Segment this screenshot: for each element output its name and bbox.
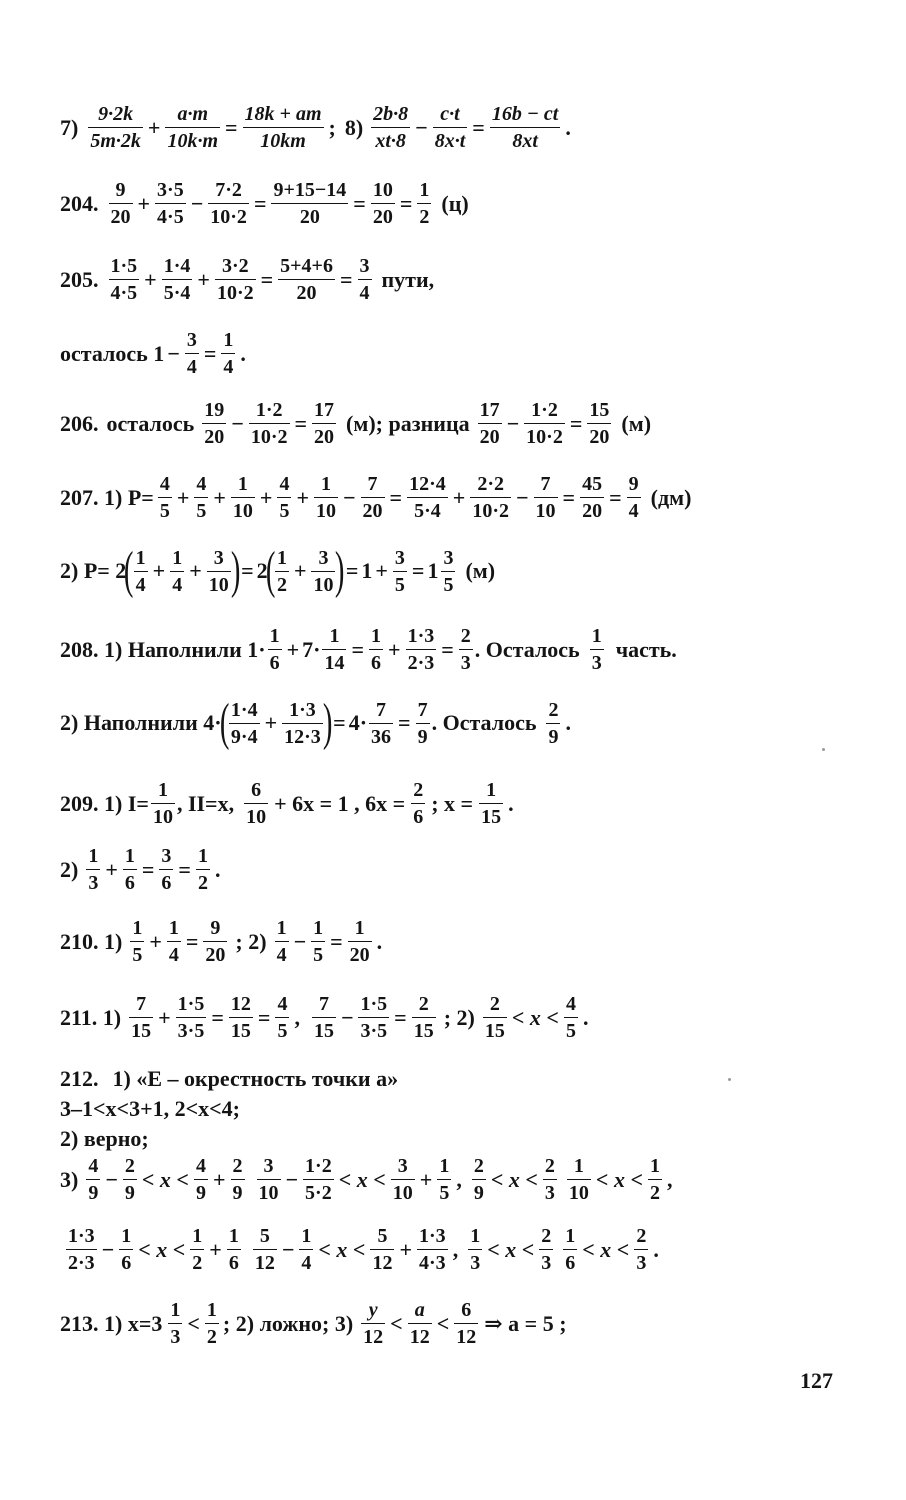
fraction: 1 2 [650, 1155, 660, 1204]
fraction: $\frac{17}{20}$ [314, 399, 335, 448]
fraction: $\frac{2}{3}$ [460, 625, 471, 674]
fraction: 3 5 [443, 546, 454, 596]
fraction: 1 6 [565, 1225, 576, 1274]
fraction: 2 3 [541, 1225, 552, 1274]
fraction: 2 9 [548, 698, 559, 748]
fraction: $\frac{45}{20}$ [582, 473, 603, 522]
problem-number: 213. 1) x=3 [60, 1310, 163, 1336]
problem-number: 205. [60, 266, 99, 292]
text: . Осталось [431, 710, 537, 735]
fraction: 1 4 [276, 917, 287, 966]
problem-7-8-line: 7) 9·2k 5m·2k + $\frac{a\cdot m}{10k\cdot m}$ = $\frac{18k + am}{10km}$ ; 8) 2b·8 xt·8 − $\frac{c\cdot t}{8x\cdot t}$ = $\frac{16b - ct}{8xt}$ . [60, 103, 571, 152]
text: осталось 1 [60, 340, 165, 366]
fraction: $\frac{1}{4}$ [172, 546, 183, 596]
fraction: $\frac{1}{15}$ [481, 779, 502, 828]
fraction: $\frac{1}{2}$ [419, 179, 430, 228]
fraction: $\frac{3\cdot 5}{4\cdot 5}$ [157, 179, 184, 228]
fraction: 7 15 [131, 993, 152, 1042]
fraction: $\frac{3}{10}$ [313, 546, 334, 596]
fraction: 1 4 [135, 546, 146, 596]
inequality: < x < [338, 1166, 386, 1192]
fraction: $\frac{a\cdot m}{10k\cdot m}$ [167, 103, 218, 152]
problem-204: 204. 9 20 + $\frac{3\cdot 5}{4\cdot 5}$ − $\frac{7\cdot 2}{10\cdot 2}$ = $\frac{9+15-14}{20}$ = $\frac{10}{20}$ = $\frac{1}{2}$ (ц) [60, 179, 469, 228]
fraction: 6 10 [246, 779, 267, 828]
unit: (дм) [650, 484, 692, 510]
fraction: $\frac{1}{5}$ [313, 917, 324, 966]
text: , II=x, [176, 790, 235, 816]
fraction: $\frac{15}{20}$ [589, 399, 610, 448]
fraction: $\frac{1}{6}$ [228, 1225, 239, 1274]
fraction: $\frac{4}{5}$ [279, 473, 290, 522]
fraction: 1 5 [132, 917, 143, 966]
label: 3) [60, 1166, 79, 1192]
problem-209: 209. 1) I= $\frac{1}{10}$ , II=x, 6 10 + 6x = 1 , 6x = $\frac{2}{6}$ ; x = $\frac{1}{15}$ . [60, 779, 514, 828]
fraction: $\frac{12}{15}$ [230, 993, 251, 1042]
fraction: 1 3 [591, 625, 602, 674]
problem-number: 210. 1) [60, 928, 123, 954]
text: часть. [615, 636, 677, 662]
fraction: $\frac{1\cdot 2}{10\cdot 2}$ [526, 399, 563, 448]
text: 3–1<x<3+1, 2<x<4; [60, 1096, 241, 1121]
fraction: $\frac{10}{20}$ [372, 179, 393, 228]
fraction: 7 15 [313, 993, 334, 1042]
fraction: $\frac{9}{20}$ [205, 917, 226, 966]
fraction: $\frac{1}{4}$ [168, 917, 179, 966]
fraction: 1 6 [269, 625, 280, 674]
fraction: $\frac{1}{4}$ [223, 329, 234, 378]
label-7: 7) [60, 114, 79, 140]
fraction: 1·5 4·5 [110, 255, 138, 304]
fraction: $\frac{1\cdot 4}{5\cdot 4}$ [163, 255, 191, 304]
fraction: 2 3 [636, 1225, 647, 1274]
fraction: $\frac{1}{2}$ [197, 845, 208, 894]
text: ; 2) [235, 928, 267, 954]
fraction: $\frac{4}{5}$ [196, 473, 207, 522]
fraction: $\frac{9}{4}$ [628, 473, 639, 522]
fraction: $\frac{1}{20}$ [349, 917, 370, 966]
fraction: $\frac{7}{10}$ [535, 473, 556, 522]
fraction: $\frac{9+15-14}{20}$ [273, 179, 347, 228]
fraction: 5 12 [372, 1225, 393, 1274]
fraction: 1 10 [568, 1155, 589, 1204]
fraction: y 12 [363, 1299, 384, 1348]
fraction: 19 20 [204, 399, 225, 448]
fraction: 2 3 [544, 1155, 555, 1204]
problem-number: 206. [60, 410, 99, 436]
fraction: $\frac{1\cdot 5}{3\cdot 5}$ [360, 993, 388, 1042]
integer: 1 [361, 558, 373, 583]
fraction: 4 9 [195, 1155, 206, 1204]
fraction: $\frac{1}{6}$ [121, 1225, 132, 1274]
unit: (м) [621, 410, 652, 436]
inequality: < x < [511, 1004, 559, 1030]
fraction: $\frac{1\cdot 3}{4\cdot 3}$ [419, 1225, 446, 1274]
label-8: 8) [344, 114, 364, 140]
problem-number: 204. [60, 190, 99, 216]
fraction: $\frac{2}{9}$ [232, 1155, 243, 1204]
problem-212-line3 [60, 1128, 149, 1150]
fraction: $\frac{12\cdot 4}{5\cdot 4}$ [409, 473, 446, 522]
fraction: $\frac{1}{10}$ [152, 779, 173, 828]
fraction: $\frac{1\cdot 3}{12\cdot 3}$ [284, 698, 321, 748]
fraction: 9 20 [110, 179, 131, 228]
problem-210: 210. 1) 1 5 + $\frac{1}{4}$ = $\frac{9}{20}$ ; 2) 1 4 − $\frac{1}{5}$ = $\frac{1}{20}$ . [60, 917, 383, 966]
page-number: 127 [800, 1368, 833, 1393]
problem-208-part2: 2) Наполнили 4· ( 1·4 9·4 + $\frac{1\cdot 3}{12\cdot 3}$ ) = 4· $\frac{7}{36}$ = $\frac{7}{9}$ . Осталось 2 9 . [60, 694, 571, 751]
fraction: a 12 [409, 1299, 430, 1348]
fraction: $\frac{7}{9}$ [417, 698, 428, 748]
inequality: < x < [138, 1236, 186, 1262]
text: ; 2) [443, 1004, 475, 1030]
text: ⇒ a = 5 ; [484, 1310, 567, 1336]
separator: ; [328, 114, 336, 140]
problem-212-part3: 3) 4 9 − $\frac{2}{9}$ < x < 4 9 + $\frac{2}{9}$ 3 10 − $\frac{1\cdot 2}{5\cdot 2}$ < x < 3 10 + $\frac{1}{5}$ , 2 9 < x < 2 3 1 10 < x < 1 2 , [60, 1155, 673, 1204]
fraction: $\frac{1}{14}$ [324, 625, 345, 674]
fraction: 17 20 [479, 399, 500, 448]
fraction: 1 3 [88, 845, 99, 894]
problem-208: 208. 1) Наполнили 1· 1 6 + 7· $\frac{1}{14}$ = $\frac{1}{6}$ + $\frac{1\cdot 3}{2\cdot 3}$ = $\frac{2}{3}$ . Осталось 1 3 часть. [60, 625, 677, 674]
fraction: 6 12 [456, 1299, 477, 1348]
problem-209-part2: 2) 1 3 + $\frac{1}{6}$ = $\frac{3}{6}$ = $\frac{1}{2}$ . [60, 845, 221, 894]
problem-number: 211. 1) [60, 1004, 122, 1030]
problem-number: 208. 1) Наполнили 1· [60, 636, 266, 662]
fraction: $\frac{1\cdot 5}{3\cdot 5}$ [177, 993, 205, 1042]
fraction: 4 5 [565, 993, 576, 1042]
fraction: 2b·8 xt·8 [373, 103, 409, 152]
problem-212-part3-cont: 1·3 2·3 − $\frac{1}{6}$ < x < 1 2 + $\frac{1}{6}$ 5 12 − $\frac{1}{4}$ < x < 5 12 + $\frac{1\cdot 3}{4\cdot 3}$ , 1 3 < x < 2 3 1 6 < x < 2 3 . [68, 1225, 659, 1274]
fraction: $\frac{1}{6}$ [124, 845, 135, 894]
fraction: 4 9 [88, 1155, 99, 1204]
fraction: $\frac{3}{4}$ [186, 329, 197, 378]
fraction: 3 10 [258, 1155, 279, 1204]
fraction: 1 3 [170, 1299, 181, 1348]
fraction: $\frac{4}{5}$ [159, 473, 170, 522]
fraction: $\frac{2\cdot 2}{10\cdot 2}$ [472, 473, 509, 522]
inequality: < x < [595, 1166, 643, 1192]
fraction: 2 9 [473, 1155, 484, 1204]
problem-205: 205. 1·5 4·5 + $\frac{1\cdot 4}{5\cdot 4}$ + $\frac{3\cdot 2}{10\cdot 2}$ = $\frac{5+4+6}{20}$ = $\frac{3}{4}$ пути, [60, 255, 435, 304]
inequality: < x < [318, 1236, 366, 1262]
fraction: $\frac{3}{6}$ [161, 845, 172, 894]
unit: (м) [465, 558, 496, 583]
scan-speck [728, 1078, 731, 1081]
fraction: $\frac{c\cdot t}{8x\cdot t}$ [434, 103, 466, 152]
fraction: $\frac{1\cdot 2}{10\cdot 2}$ [250, 399, 288, 448]
fraction: 1·4 9·4 [230, 698, 258, 748]
problem-207: 207. 1) P= $\frac{4}{5}$ + $\frac{4}{5}$ + $\frac{1}{10}$ + $\frac{4}{5}$ + $\frac{1}{10}$ − $\frac{7}{20}$ = $\frac{12\cdot 4}{5\cdot 4}$ + $\frac{2\cdot 2}{10\cdot 2}$ − $\frac{7}{10}$ = $\frac{45}{20}$ = $\frac{9}{4}$ (дм) [60, 473, 692, 522]
text: 1) «E – окрестность точки a» [112, 1066, 399, 1091]
problem-213: 213. 1) x=3 1 3 < 1 2 ; 2) ложно; 3) y 12 < a 12 < 6 12 ⇒ a = 5 ; [60, 1299, 567, 1348]
fraction: $\frac{1}{4}$ [301, 1225, 312, 1274]
text: (м); разница [346, 410, 470, 436]
fraction: $\frac{2}{6}$ [413, 779, 424, 828]
text: пути, [381, 266, 435, 292]
coef: 2 [256, 558, 268, 583]
fraction: $\frac{1}{10}$ [232, 473, 253, 522]
problem-207-part2: 2) P= 2 ( 1 4 + $\frac{1}{4}$ + $\frac{3}{10}$ ) = 2 ( 1 2 + $\frac{3}{10}$ ) = 1 + $\frac{3}{5}$ = 1 3 5 (м) [60, 542, 496, 599]
coef: 7· [302, 636, 321, 662]
fraction: 1 2 [192, 1225, 203, 1274]
label: 2) [60, 856, 79, 882]
problem-number: 209. 1) I= [60, 790, 149, 816]
problem-number: 212. [60, 1066, 99, 1091]
fraction: 1 3 [470, 1225, 481, 1274]
fraction: $\frac{5+4+6}{20}$ [280, 255, 333, 304]
fraction: 9·2k 5m·2k [90, 103, 141, 152]
fraction: $\frac{3\cdot 2}{10\cdot 2}$ [216, 255, 254, 304]
inequality: < x < [582, 1236, 630, 1262]
fraction: $\frac{2}{9}$ [124, 1155, 135, 1204]
fraction: $\frac{1\cdot 3}{2\cdot 3}$ [407, 625, 435, 674]
fraction: $\frac{1}{6}$ [371, 625, 382, 674]
problem-206: 206. осталось 19 20 − $\frac{1\cdot 2}{10\cdot 2}$ = $\frac{17}{20}$ (м); разница 17 20 − $\frac{1\cdot 2}{10\cdot 2}$ = $\frac{15}{20}$ (м) [60, 399, 652, 448]
fraction: 2 15 [484, 993, 505, 1042]
text: + 6x = 1 , 6x = [274, 790, 406, 816]
fraction: $\frac{1}{5}$ [439, 1155, 450, 1204]
unit: (ц) [441, 190, 469, 216]
text: . Осталось [474, 636, 580, 662]
problem-205-line2: осталось 1 − $\frac{3}{4}$ = $\frac{1}{4}$ . [60, 329, 246, 378]
text: осталось [106, 410, 195, 436]
inequality: < x < [490, 1166, 538, 1192]
fraction: $\frac{1}{10}$ [316, 473, 336, 522]
text: ; 2) ложно; 3) [222, 1310, 354, 1336]
fraction: $\frac{18k + am}{10km}$ [244, 103, 322, 152]
coef: 4· [348, 710, 368, 735]
problem-212-head [60, 1068, 398, 1090]
fraction: 1 2 [206, 1299, 217, 1348]
fraction: $\frac{3}{10}$ [208, 546, 229, 596]
mixed-integer: 1 [427, 558, 439, 583]
problem-211: 211. 1) 7 15 + $\frac{1\cdot 5}{3\cdot 5}$ = $\frac{12}{15}$ = $\frac{4}{5}$ , 7 15 − $\frac{1\cdot 5}{3\cdot 5}$ = $\frac{2}{15}$ ; 2) 2 15 < x < 4 5 . [60, 993, 589, 1042]
fraction: $\frac{2}{15}$ [413, 993, 434, 1042]
fraction: 1·3 2·3 [68, 1225, 95, 1274]
fraction: $\frac{7}{36}$ [371, 698, 392, 748]
fraction: 5 12 [254, 1225, 275, 1274]
problem-number: 207. 1) P= [60, 484, 154, 510]
fraction: 3 10 [392, 1155, 413, 1204]
fraction: $\frac{7}{20}$ [362, 473, 383, 522]
scan-speck [822, 748, 825, 751]
problem-212-line2 [60, 1098, 240, 1120]
fraction: $\frac{16b - ct}{8xt}$ [491, 103, 559, 152]
fraction: $\frac{4}{5}$ [277, 993, 288, 1042]
fraction: $\frac{1\cdot 2}{5\cdot 2}$ [305, 1155, 332, 1204]
fraction: $\frac{3}{4}$ [359, 255, 370, 304]
inequality: < x < [487, 1236, 535, 1262]
label: 2) P= 2 [60, 558, 127, 583]
text: ; x = [431, 790, 474, 816]
fraction: $\frac{7\cdot 2}{10\cdot 2}$ [210, 179, 247, 228]
inequality: < x < [141, 1166, 189, 1192]
fraction: $\frac{3}{5}$ [394, 546, 405, 596]
text: 2) верно; [60, 1126, 149, 1151]
label: 2) Наполнили 4· [60, 710, 222, 735]
fraction: 1 2 [276, 546, 287, 596]
